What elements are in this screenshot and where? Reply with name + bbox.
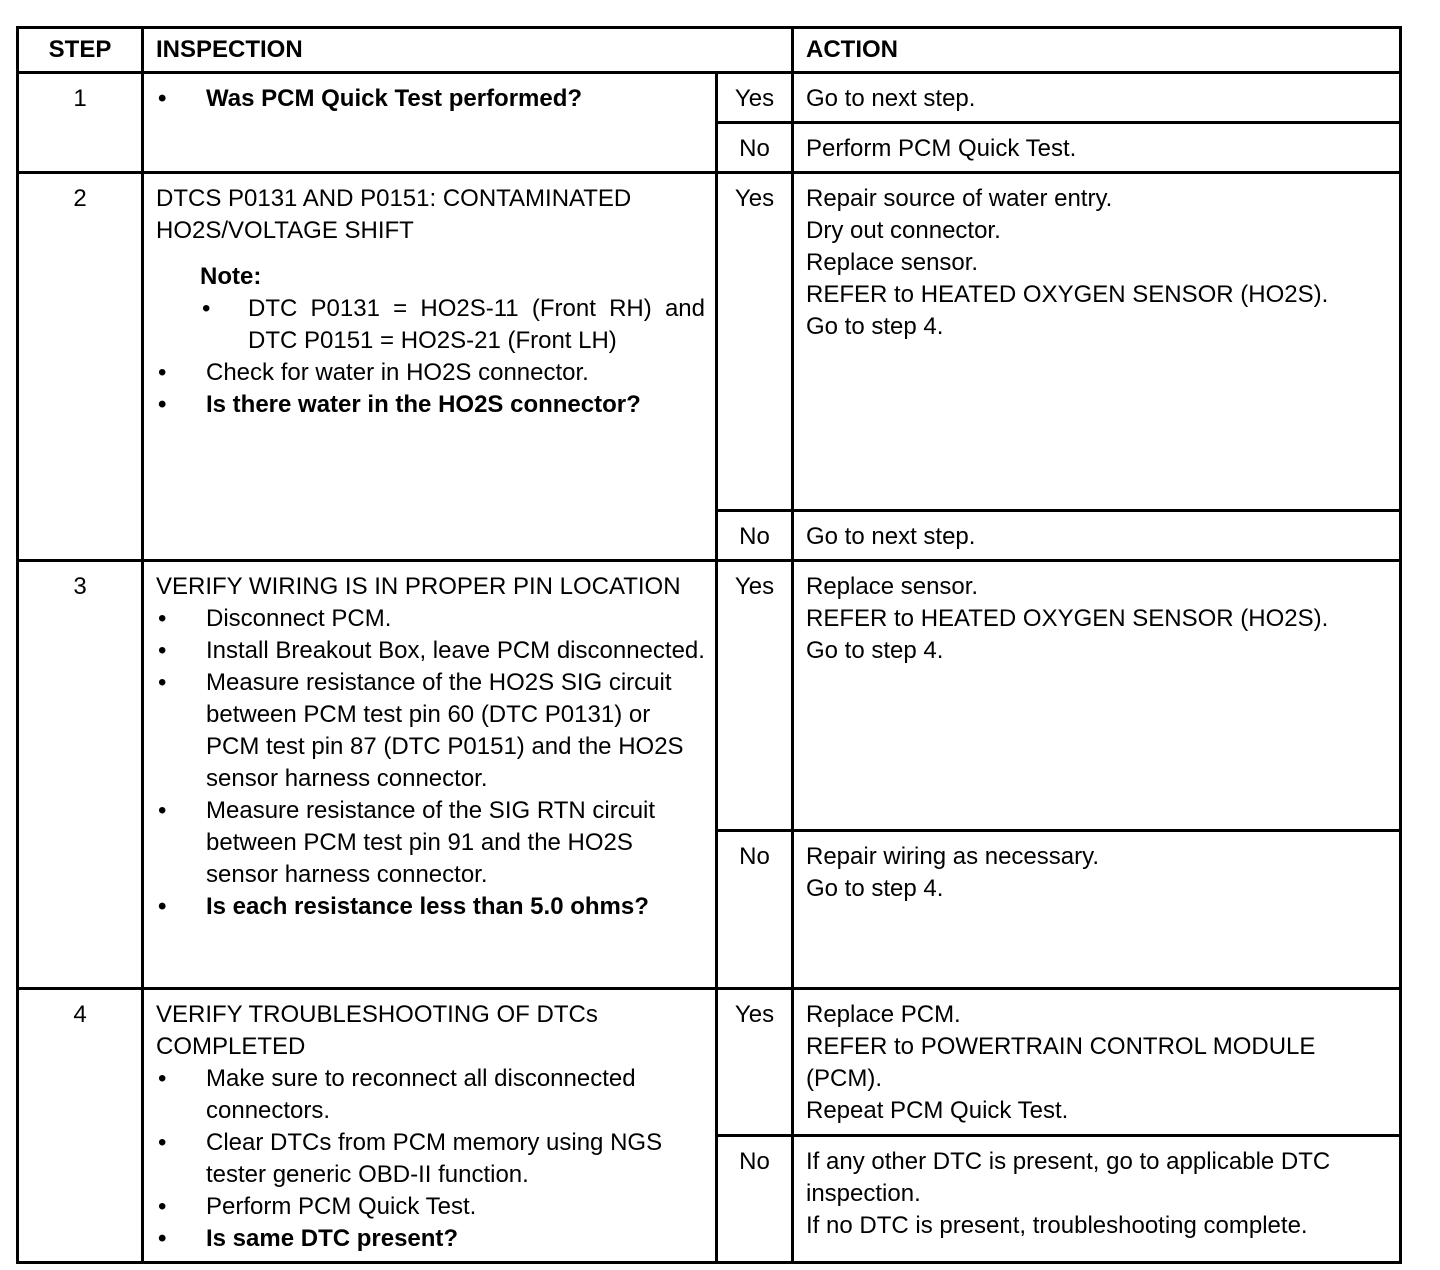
step-3-inspection	[143, 561, 717, 989]
diagnostic-table	[16, 26, 1402, 1264]
step-number: 4	[18, 989, 143, 1263]
inspection-title: VERIFY TROUBLESHOOTING OF DTCs COMPLETED	[156, 1001, 598, 1060]
inspection-header: INSPECTION	[143, 28, 793, 73]
inspection-question: • Is each resistance less than 5.0 ohms?	[156, 891, 705, 923]
action-line: REFER to POWERTRAIN CONTROL MODULE (PCM).	[806, 1033, 1316, 1092]
inspection-bullet: • Check for water in HO2S connector.	[156, 357, 705, 389]
step-number: 3	[18, 561, 143, 989]
inspection-question: • Is there water in the HO2S connector?	[156, 389, 705, 421]
no-label: No	[717, 511, 793, 561]
inspection-question: • Was PCM Quick Test performed?	[156, 83, 705, 115]
step-3-yes-action	[793, 561, 1401, 831]
step-2-no-action	[793, 511, 1401, 561]
action-line: Replace sensor.	[806, 249, 979, 276]
action-line: If any other DTC is present, go to applicable DTC inspection.	[806, 1147, 1331, 1207]
step-4-inspection	[143, 989, 717, 1263]
action-line: REFER to HEATED OXYGEN SENSOR (HO2S).	[806, 281, 1329, 308]
no-label: No	[717, 831, 793, 989]
action-line: Go to next step.	[806, 85, 976, 112]
step-1-no-action	[793, 123, 1401, 173]
step-4-yes-action	[793, 989, 1401, 1136]
header-row	[18, 28, 1401, 73]
step-4-no-action	[793, 1135, 1401, 1262]
inspection-bullet: • Measure resistance of the SIG RTN circuit between PCM test pin 91 and the HO2S sensor harness connector.	[156, 795, 705, 891]
action-line: Go to next step.	[806, 523, 976, 550]
yes-label: Yes	[717, 173, 793, 511]
step-3-no-action	[793, 831, 1401, 989]
step-number: 2	[18, 173, 143, 561]
inspection-bullet: • Clear DTCs from PCM memory using NGS tester generic OBD-II function.	[156, 1127, 705, 1191]
action-line: Perform PCM Quick Test.	[806, 135, 1077, 162]
step-2-yes-action	[793, 173, 1401, 511]
note-label: Note:	[200, 263, 262, 290]
action-line: Repair wiring as necessary.	[806, 843, 1100, 870]
yes-label: Yes	[717, 561, 793, 831]
step-2-yes-row	[18, 173, 1401, 511]
inspection-bullet: • Measure resistance of the HO2S SIG circuit between PCM test pin 60 (DTC P0131) or PCM test pin 87 (DTC P0151) and the HO2S sensor harness connector.	[156, 667, 705, 795]
inspection-bullet: • Install Breakout Box, leave PCM disconnected.	[156, 635, 705, 667]
action-line: If no DTC is present, troubleshooting complete.	[806, 1211, 1308, 1239]
step-2-inspection	[143, 173, 717, 561]
note-bullet: • DTC P0131 = HO2S-11 (Front RH) and DTC P0151 = HO2S-21 (Front LH)	[200, 293, 705, 357]
action-line: Dry out connector.	[806, 217, 1001, 244]
step-4-yes-row	[18, 989, 1401, 1136]
action-line: REFER to HEATED OXYGEN SENSOR (HO2S).	[806, 605, 1329, 632]
action-header: ACTION	[793, 28, 1401, 73]
step-1-inspection	[143, 73, 717, 173]
note-block	[156, 261, 705, 357]
action-line: Go to step 4.	[806, 637, 944, 664]
action-line: Replace sensor.	[806, 573, 979, 600]
step-3-yes-row	[18, 561, 1401, 831]
inspection-title: DTCS P0131 AND P0151: CONTAMINATED HO2S/VOLTAGE SHIFT	[156, 185, 632, 244]
inspection-question: • Is same DTC present?	[156, 1223, 705, 1255]
inspection-title: VERIFY WIRING IS IN PROPER PIN LOCATION	[156, 573, 681, 600]
action-line: Repair source of water entry.	[806, 185, 1113, 212]
step-1-yes-action	[793, 73, 1401, 123]
action-line: Go to step 4.	[806, 313, 944, 340]
step-number: 1	[18, 73, 143, 173]
yes-label: Yes	[717, 73, 793, 123]
yes-label: Yes	[717, 989, 793, 1136]
inspection-bullet: • Disconnect PCM.	[156, 603, 705, 635]
step-header: STEP	[18, 28, 143, 73]
inspection-bullet: • Make sure to reconnect all disconnected connectors.	[156, 1063, 705, 1127]
action-line: Repeat PCM Quick Test.	[806, 1097, 1069, 1124]
inspection-bullet: • Perform PCM Quick Test.	[156, 1191, 705, 1223]
action-line: Replace PCM.	[806, 1001, 961, 1028]
action-line: Go to step 4.	[806, 875, 944, 902]
step-1-yes-row	[18, 73, 1401, 123]
no-label: No	[717, 1135, 793, 1262]
no-label: No	[717, 123, 793, 173]
